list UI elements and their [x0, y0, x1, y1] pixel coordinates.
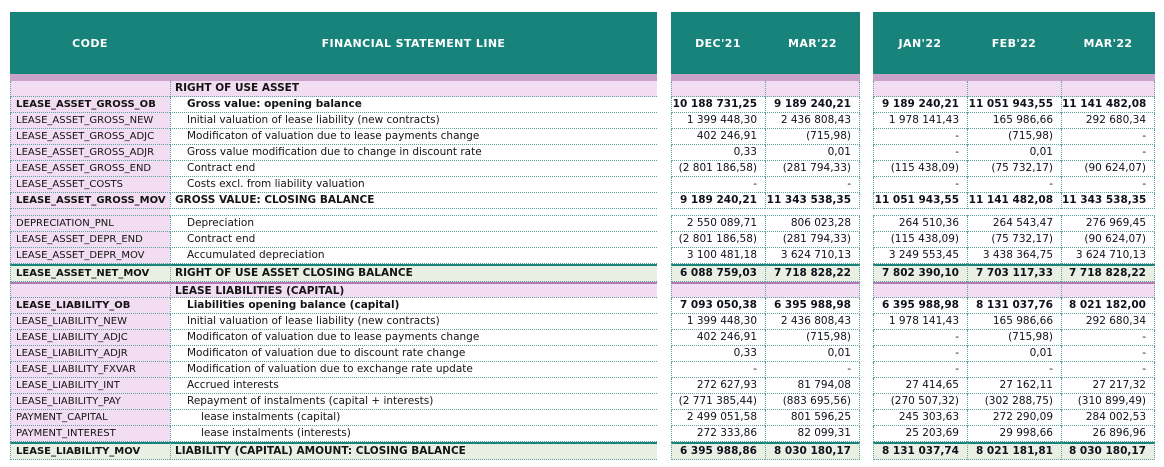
- value-cell: -: [873, 177, 967, 193]
- value-cell: 3 249 553,45: [873, 248, 967, 264]
- header-jan22: JAN'22: [873, 12, 967, 74]
- column-gap: [657, 193, 671, 209]
- line-cell: Contract end: [170, 232, 657, 248]
- code-cell: LEASE_LIABILITY_NEW: [10, 314, 170, 330]
- value-cell: 8 030 180,17: [765, 442, 860, 460]
- section-fill-cell: [967, 282, 1061, 298]
- value-cell: (715,98): [765, 330, 860, 346]
- column-gap: [860, 362, 873, 378]
- table-header-row: [10, 12, 1155, 74]
- table-row: [10, 248, 1155, 264]
- code-cell: LEASE_ASSET_DEPR_END: [10, 232, 170, 248]
- section-fill-cell: [873, 81, 967, 97]
- value-cell: -: [967, 177, 1061, 193]
- value-cell: -: [1061, 129, 1155, 145]
- spacer-cell: [873, 209, 967, 216]
- value-cell: (715,98): [967, 129, 1061, 145]
- column-gap: [657, 314, 671, 330]
- spacer-cell: [1061, 209, 1155, 216]
- table-row: [10, 113, 1155, 129]
- value-cell: 806 023,28: [765, 216, 860, 232]
- value-cell: (281 794,33): [765, 161, 860, 177]
- value-cell: -: [1061, 177, 1155, 193]
- line-cell: GROSS VALUE: CLOSING BALANCE: [170, 193, 657, 209]
- table-row: [10, 362, 1155, 378]
- column-gap: [657, 12, 671, 74]
- table-row: [10, 298, 1155, 314]
- code-cell: LEASE_ASSET_GROSS_MOV: [10, 193, 170, 209]
- column-gap: [657, 282, 671, 298]
- column-gap: [860, 426, 873, 442]
- line-cell: Modification of valuation due to exchange rate update: [170, 362, 657, 378]
- value-cell: -: [671, 362, 765, 378]
- value-cell: 3 100 481,18: [671, 248, 765, 264]
- spacer-cell: [967, 209, 1061, 216]
- value-cell: 276 969,45: [1061, 216, 1155, 232]
- code-cell: LEASE_LIABILITY_FXVAR: [10, 362, 170, 378]
- value-cell: (115 438,09): [873, 161, 967, 177]
- column-gap: [860, 410, 873, 426]
- value-cell: 1 978 141,43: [873, 314, 967, 330]
- value-cell: 6 395 988,98: [765, 298, 860, 314]
- section-fill-cell: [1061, 282, 1155, 298]
- code-cell: LEASE_LIABILITY_OB: [10, 298, 170, 314]
- value-cell: 0,01: [967, 145, 1061, 161]
- code-cell: PAYMENT_INTEREST: [10, 426, 170, 442]
- value-cell: (270 507,32): [873, 394, 967, 410]
- value-cell: 6 395 988,98: [873, 298, 967, 314]
- spacer-cell: [671, 209, 765, 216]
- value-cell: 272 290,09: [967, 410, 1061, 426]
- value-cell: 2 499 051,58: [671, 410, 765, 426]
- value-cell: 272 627,93: [671, 378, 765, 394]
- code-cell: LEASE_ASSET_GROSS_NEW: [10, 113, 170, 129]
- line-cell: Gross value: opening balance: [170, 97, 657, 113]
- value-cell: 11 051 943,55: [967, 97, 1061, 113]
- column-gap: [860, 394, 873, 410]
- value-cell: 2 550 089,71: [671, 216, 765, 232]
- value-cell: 8 021 182,00: [1061, 298, 1155, 314]
- value-cell: (715,98): [967, 330, 1061, 346]
- column-gap: [657, 145, 671, 161]
- section-fill-cell: [671, 282, 765, 298]
- value-cell: 7 718 828,22: [765, 264, 860, 282]
- header-accent-band: [10, 74, 1155, 81]
- table-row: [10, 177, 1155, 193]
- column-gap: [860, 216, 873, 232]
- column-gap: [657, 442, 671, 460]
- column-gap: [657, 81, 671, 97]
- header-mar22-b: MAR'22: [1061, 12, 1155, 74]
- value-cell: 6 395 988,86: [671, 442, 765, 460]
- table-row: [10, 394, 1155, 410]
- column-gap: [860, 378, 873, 394]
- line-cell: Initial valuation of lease liability (new contracts): [170, 314, 657, 330]
- value-cell: 3 438 364,75: [967, 248, 1061, 264]
- value-cell: 8 131 037,74: [873, 442, 967, 460]
- value-cell: 165 986,66: [967, 314, 1061, 330]
- value-cell: (90 624,07): [1061, 161, 1155, 177]
- value-cell: 9 189 240,21: [765, 97, 860, 113]
- value-cell: (115 438,09): [873, 232, 967, 248]
- value-cell: 27 414,65: [873, 378, 967, 394]
- column-gap: [657, 177, 671, 193]
- line-cell: Accumulated depreciation: [170, 248, 657, 264]
- column-gap: [860, 97, 873, 113]
- line-cell: Depreciation: [170, 216, 657, 232]
- value-cell: 402 246,91: [671, 129, 765, 145]
- table-body: [10, 81, 1155, 460]
- value-cell: -: [873, 362, 967, 378]
- section-header-row: [10, 81, 1155, 97]
- value-cell: (715,98): [765, 129, 860, 145]
- column-gap: [860, 145, 873, 161]
- value-cell: 1 978 141,43: [873, 113, 967, 129]
- value-cell: -: [1061, 346, 1155, 362]
- value-cell: -: [873, 145, 967, 161]
- line-cell: lease instalments (capital): [170, 410, 657, 426]
- value-cell: 1 399 448,30: [671, 314, 765, 330]
- value-cell: 8 021 181,81: [967, 442, 1061, 460]
- spacer-cell: [170, 209, 657, 216]
- code-cell: LEASE_LIABILITY_INT: [10, 378, 170, 394]
- value-cell: 272 333,86: [671, 426, 765, 442]
- column-gap: [860, 177, 873, 193]
- section-fill-cell: [967, 81, 1061, 97]
- code-cell: LEASE_ASSET_GROSS_END: [10, 161, 170, 177]
- column-gap: [657, 248, 671, 264]
- column-gap: [657, 394, 671, 410]
- line-cell: Modificaton of valuation due to discount rate change: [170, 346, 657, 362]
- column-gap: [860, 330, 873, 346]
- column-gap: [657, 426, 671, 442]
- column-gap: [860, 193, 873, 209]
- value-cell: (302 288,75): [967, 394, 1061, 410]
- value-cell: (883 695,56): [765, 394, 860, 410]
- value-cell: 402 246,91: [671, 330, 765, 346]
- table-row: [10, 161, 1155, 177]
- value-cell: 2 436 808,43: [765, 314, 860, 330]
- table-row: [10, 216, 1155, 232]
- code-cell: LEASE_ASSET_COSTS: [10, 177, 170, 193]
- line-cell: Repayment of instalments (capital + interests): [170, 394, 657, 410]
- value-cell: 11 051 943,55: [873, 193, 967, 209]
- column-gap: [657, 346, 671, 362]
- value-cell: 11 343 538,35: [1061, 193, 1155, 209]
- column-gap: [657, 129, 671, 145]
- value-cell: (2 801 186,58): [671, 232, 765, 248]
- spacer-row: [10, 209, 1155, 216]
- section-fill-cell: [765, 81, 860, 97]
- value-cell: 284 002,53: [1061, 410, 1155, 426]
- value-cell: -: [765, 362, 860, 378]
- code-cell: LEASE_LIABILITY_ADJC: [10, 330, 170, 346]
- column-gap: [657, 378, 671, 394]
- table-row: [10, 410, 1155, 426]
- column-gap: [657, 298, 671, 314]
- value-cell: 292 680,34: [1061, 314, 1155, 330]
- line-cell: Contract end: [170, 161, 657, 177]
- section-fill-cell: [765, 282, 860, 298]
- value-cell: 9 189 240,21: [873, 97, 967, 113]
- column-gap: [657, 97, 671, 113]
- value-cell: 11 343 538,35: [765, 193, 860, 209]
- value-cell: -: [1061, 362, 1155, 378]
- table-row: [10, 314, 1155, 330]
- value-cell: -: [873, 330, 967, 346]
- value-cell: 29 998,66: [967, 426, 1061, 442]
- line-cell: Initial valuation of lease liability (new contracts): [170, 113, 657, 129]
- value-cell: 1 399 448,30: [671, 113, 765, 129]
- section-fill-cell: [671, 81, 765, 97]
- spacer-cell: [765, 209, 860, 216]
- value-cell: 0,01: [765, 346, 860, 362]
- column-gap: [657, 209, 671, 216]
- column-gap: [657, 330, 671, 346]
- column-gap: [657, 410, 671, 426]
- column-gap: [860, 282, 873, 298]
- value-cell: -: [873, 346, 967, 362]
- code-cell: LEASE_LIABILITY_PAY: [10, 394, 170, 410]
- value-cell: 264 510,36: [873, 216, 967, 232]
- column-gap: [860, 81, 873, 97]
- code-cell: LEASE_ASSET_DEPR_MOV: [10, 248, 170, 264]
- value-cell: 25 203,69: [873, 426, 967, 442]
- value-cell: 3 624 710,13: [765, 248, 860, 264]
- column-gap: [657, 362, 671, 378]
- value-cell: -: [873, 129, 967, 145]
- value-cell: (281 794,33): [765, 232, 860, 248]
- value-cell: 0,33: [671, 346, 765, 362]
- column-gap: [860, 442, 873, 460]
- value-cell: (75 732,17): [967, 232, 1061, 248]
- value-cell: 27 217,32: [1061, 378, 1155, 394]
- value-cell: 8 131 037,76: [967, 298, 1061, 314]
- code-cell: LEASE_ASSET_GROSS_ADJC: [10, 129, 170, 145]
- column-gap: [860, 113, 873, 129]
- value-cell: 11 141 482,08: [1061, 97, 1155, 113]
- value-cell: -: [765, 177, 860, 193]
- value-cell: 8 030 180,17: [1061, 442, 1155, 460]
- table-row: [10, 129, 1155, 145]
- code-cell: LEASE_ASSET_GROSS_ADJR: [10, 145, 170, 161]
- line-cell: Liabilities opening balance (capital): [170, 298, 657, 314]
- value-cell: -: [1061, 330, 1155, 346]
- column-gap: [657, 113, 671, 129]
- header-dec21: DEC'21: [671, 12, 765, 74]
- value-cell: 264 543,47: [967, 216, 1061, 232]
- column-gap: [657, 216, 671, 232]
- column-gap: [860, 129, 873, 145]
- value-cell: 7 718 828,22: [1061, 264, 1155, 282]
- value-cell: 3 624 710,13: [1061, 248, 1155, 264]
- value-cell: -: [1061, 145, 1155, 161]
- table-row: [10, 442, 1155, 460]
- line-cell: lease instalments (interests): [170, 426, 657, 442]
- column-gap: [860, 12, 873, 74]
- table-row: [10, 330, 1155, 346]
- value-cell: 26 896,96: [1061, 426, 1155, 442]
- value-cell: (2 801 186,58): [671, 161, 765, 177]
- column-gap: [860, 298, 873, 314]
- table-row: [10, 378, 1155, 394]
- value-cell: 801 596,25: [765, 410, 860, 426]
- value-cell: (310 899,49): [1061, 394, 1155, 410]
- value-cell: 7 093 050,38: [671, 298, 765, 314]
- line-cell: Costs excl. from liability valuation: [170, 177, 657, 193]
- table-row: [10, 97, 1155, 113]
- value-cell: 245 303,63: [873, 410, 967, 426]
- column-gap: [860, 209, 873, 216]
- value-cell: 27 162,11: [967, 378, 1061, 394]
- value-cell: 292 680,34: [1061, 113, 1155, 129]
- value-cell: 7 703 117,33: [967, 264, 1061, 282]
- value-cell: (90 624,07): [1061, 232, 1155, 248]
- value-cell: (75 732,17): [967, 161, 1061, 177]
- column-gap: [860, 264, 873, 282]
- section-header-row: [10, 282, 1155, 298]
- section-title: RIGHT OF USE ASSET: [170, 81, 657, 97]
- code-cell: LEASE_ASSET_NET_MOV: [10, 264, 170, 282]
- value-cell: 81 794,08: [765, 378, 860, 394]
- value-cell: 165 986,66: [967, 113, 1061, 129]
- value-cell: 10 188 731,25: [671, 97, 765, 113]
- value-cell: 2 436 808,43: [765, 113, 860, 129]
- section-code-cell: [10, 81, 170, 97]
- code-cell: PAYMENT_CAPITAL: [10, 410, 170, 426]
- code-cell: LEASE_LIABILITY_ADJR: [10, 346, 170, 362]
- header-financial-statement-line: FINANCIAL STATEMENT LINE: [170, 12, 657, 74]
- line-cell: LIABILITY (CAPITAL) AMOUNT: CLOSING BALANCE: [170, 442, 657, 460]
- value-cell: -: [967, 362, 1061, 378]
- code-cell: DEPRECIATION_PNL: [10, 216, 170, 232]
- column-gap: [860, 248, 873, 264]
- value-cell: 7 802 390,10: [873, 264, 967, 282]
- column-gap: [860, 346, 873, 362]
- value-cell: 11 141 482,08: [967, 193, 1061, 209]
- section-title: LEASE LIABILITIES (CAPITAL): [170, 282, 657, 298]
- code-cell: LEASE_LIABILITY_MOV: [10, 442, 170, 460]
- value-cell: 9 189 240,21: [671, 193, 765, 209]
- line-cell: Gross value modification due to change in discount rate: [170, 145, 657, 161]
- section-fill-cell: [873, 282, 967, 298]
- section-code-cell: [10, 282, 170, 298]
- column-gap: [860, 314, 873, 330]
- column-gap: [860, 232, 873, 248]
- line-cell: RIGHT OF USE ASSET CLOSING BALANCE: [170, 264, 657, 282]
- code-cell: LEASE_ASSET_GROSS_OB: [10, 97, 170, 113]
- column-gap: [860, 161, 873, 177]
- header-code: CODE: [10, 12, 170, 74]
- column-gap: [657, 264, 671, 282]
- section-fill-cell: [1061, 81, 1155, 97]
- header-feb22: FEB'22: [967, 12, 1061, 74]
- table-row: [10, 426, 1155, 442]
- table-row: [10, 264, 1155, 282]
- value-cell: 0,33: [671, 145, 765, 161]
- line-cell: Accrued interests: [170, 378, 657, 394]
- value-cell: 0,01: [967, 346, 1061, 362]
- table-row: [10, 145, 1155, 161]
- header-mar22-a: MAR'22: [765, 12, 860, 74]
- value-cell: -: [671, 177, 765, 193]
- spacer-code-cell: [10, 209, 170, 216]
- column-gap: [657, 232, 671, 248]
- line-cell: Modificaton of valuation due to lease payments change: [170, 129, 657, 145]
- table-row: [10, 346, 1155, 362]
- table-row: [10, 193, 1155, 209]
- value-cell: 6 088 759,03: [671, 264, 765, 282]
- value-cell: 82 099,31: [765, 426, 860, 442]
- value-cell: 0,01: [765, 145, 860, 161]
- value-cell: (2 771 385,44): [671, 394, 765, 410]
- table-row: [10, 232, 1155, 248]
- line-cell: Modificaton of valuation due to lease payments change: [170, 330, 657, 346]
- column-gap: [657, 161, 671, 177]
